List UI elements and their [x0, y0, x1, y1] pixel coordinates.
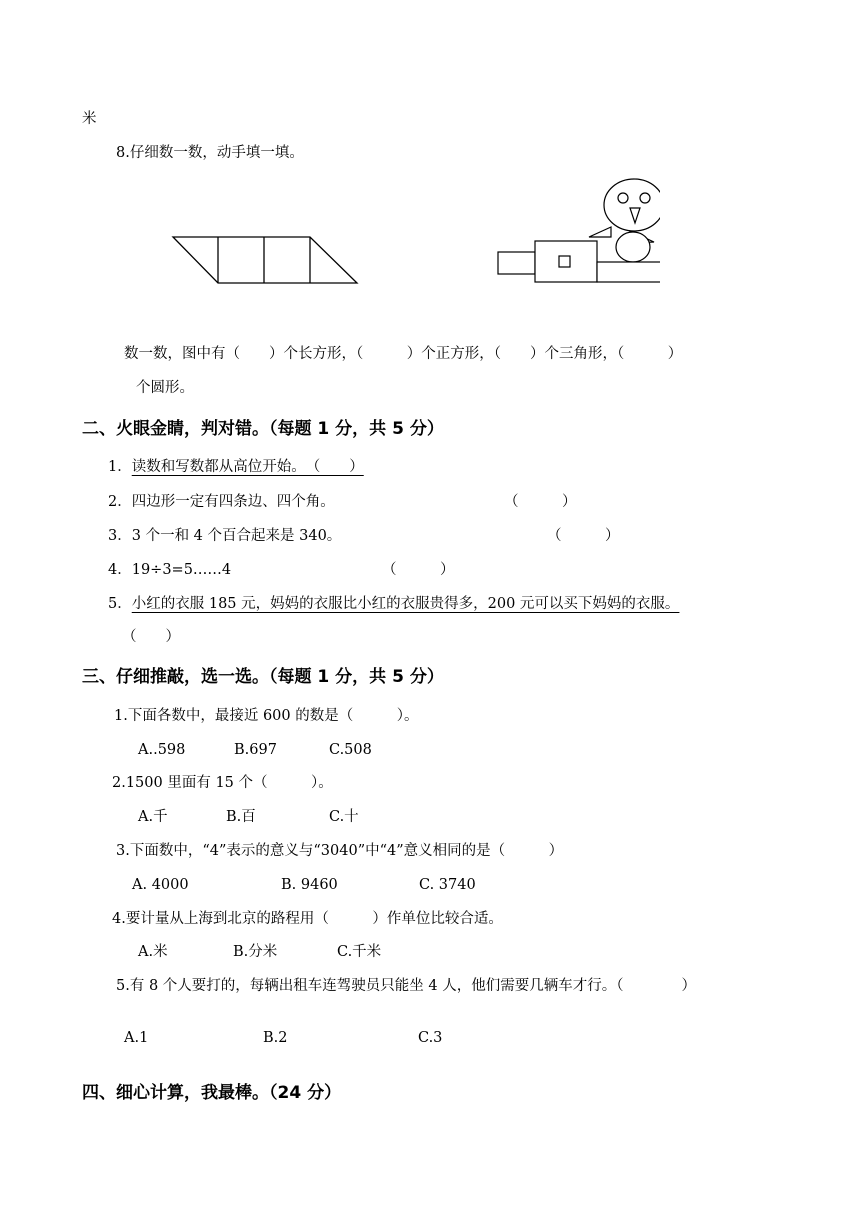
- s3-q1-option-c: C.508: [329, 742, 372, 758]
- top-fragment: 米: [82, 111, 97, 127]
- s2-item-5-text: 小红的衣服 185 元，妈妈的衣服比小红的衣服贵得多，200 元可以买下妈妈的衣服。: [131, 596, 680, 612]
- s2-item-5: 5．小红的衣服 185 元，妈妈的衣服比小红的衣服贵得多，200 元可以买下妈妈的衣服。: [108, 596, 680, 612]
- s2-item-3-text: 3 个一和 4 个百合起来是 340。: [131, 528, 342, 544]
- s3-q4-option-b: B.分米: [233, 944, 278, 960]
- s2-item-2-paren: （ ）: [504, 494, 577, 510]
- s3-q3-option-b: B. 9460: [281, 877, 338, 893]
- head-circle-outline: [604, 179, 660, 231]
- q8-fill-line1: 数一数，图中有（ ）个长方形，（ ）个正方形，（ ）个三角形，（ ）: [124, 346, 683, 362]
- s3-q3-option-c: C. 3740: [419, 877, 476, 893]
- s3-q4-option-a: A.米: [138, 944, 168, 960]
- left-small-rectangle: [498, 252, 535, 274]
- s3-q2-option-c: C.十: [329, 809, 359, 825]
- s3-q5-option-c: C.3: [418, 1030, 443, 1046]
- parallelogram-figure: [170, 234, 360, 286]
- s3-q1-option-a: A..598: [138, 742, 186, 758]
- s3-q2-text: 2.1500 里面有 15 个（ ）。: [112, 775, 333, 791]
- section3-heading: 三、仔细推敲，选一选。（每题 1 分，共 5 分）: [82, 667, 444, 687]
- s3-q4-text: 4.要计量从上海到北京的路程用（ ）作单位比较合适。: [112, 911, 503, 927]
- small-square: [559, 256, 570, 267]
- s3-q5-option-a: A.1: [124, 1030, 149, 1046]
- section2-heading: 二、火眼金睛，判对错。（每题 1 分，共 5 分）: [82, 419, 444, 439]
- s2-item-2-text: 四边形一定有四条边、四个角。: [131, 494, 335, 510]
- s3-q3-option-a: A. 4000: [132, 877, 189, 893]
- s2-item-3-paren: （ ）: [547, 528, 620, 544]
- section4-heading: 四、细心计算，我最棒。（24 分）: [82, 1083, 342, 1103]
- s2-item-1-paren: （ ）: [312, 459, 364, 475]
- body-circle: [616, 232, 650, 262]
- s3-q5-text: 5.有 8 个人要打的，每辆出租车连驾驶员只能坐 4 人，他们需要几辆车才行。（ ）: [116, 978, 696, 994]
- right-eye-circle: [640, 193, 650, 203]
- base-rectangle: [597, 262, 660, 282]
- s2-item-2: 2．四边形一定有四条边、四个角。: [108, 494, 335, 510]
- s3-q4-option-c: C.千米: [337, 944, 382, 960]
- s3-q3-text: 3.下面数中，“4”表示的意义与“3040”中“4”意义相同的是（ ）: [116, 843, 564, 859]
- s2-item-3: 3．3 个一和 4 个百合起来是 340。: [108, 528, 342, 544]
- s2-item-4: 4．19÷3=5……4: [108, 562, 232, 578]
- shape-figure-parts: [494, 178, 660, 286]
- q8-title: 8.仔细数一数，动手填一填。: [116, 145, 304, 161]
- s3-q1-option-b: B.697: [234, 742, 277, 758]
- q8-fill-line2: 个圆形。: [136, 380, 194, 396]
- s2-item-4-paren: （ ）: [382, 562, 455, 578]
- left-wing-triangle: [589, 227, 611, 237]
- s2-item-5-paren: （ ）: [122, 629, 180, 645]
- s2-item-1: 1．读数和写数都从高位开始。 （ ）: [108, 459, 364, 475]
- parallelogram-outline: [173, 237, 357, 283]
- s3-q5-option-b: B.2: [263, 1030, 288, 1046]
- s3-q1-text: 1.下面各数中，最接近 600 的数是（ ）。: [114, 708, 419, 724]
- s2-item-1-text: 读数和写数都从高位开始。: [131, 459, 299, 475]
- s3-q2-option-b: B.百: [226, 809, 256, 825]
- left-eye-circle: [618, 193, 628, 203]
- s2-item-4-text: 19÷3=5……4: [131, 562, 232, 578]
- s3-q2-option-a: A.千: [138, 809, 168, 825]
